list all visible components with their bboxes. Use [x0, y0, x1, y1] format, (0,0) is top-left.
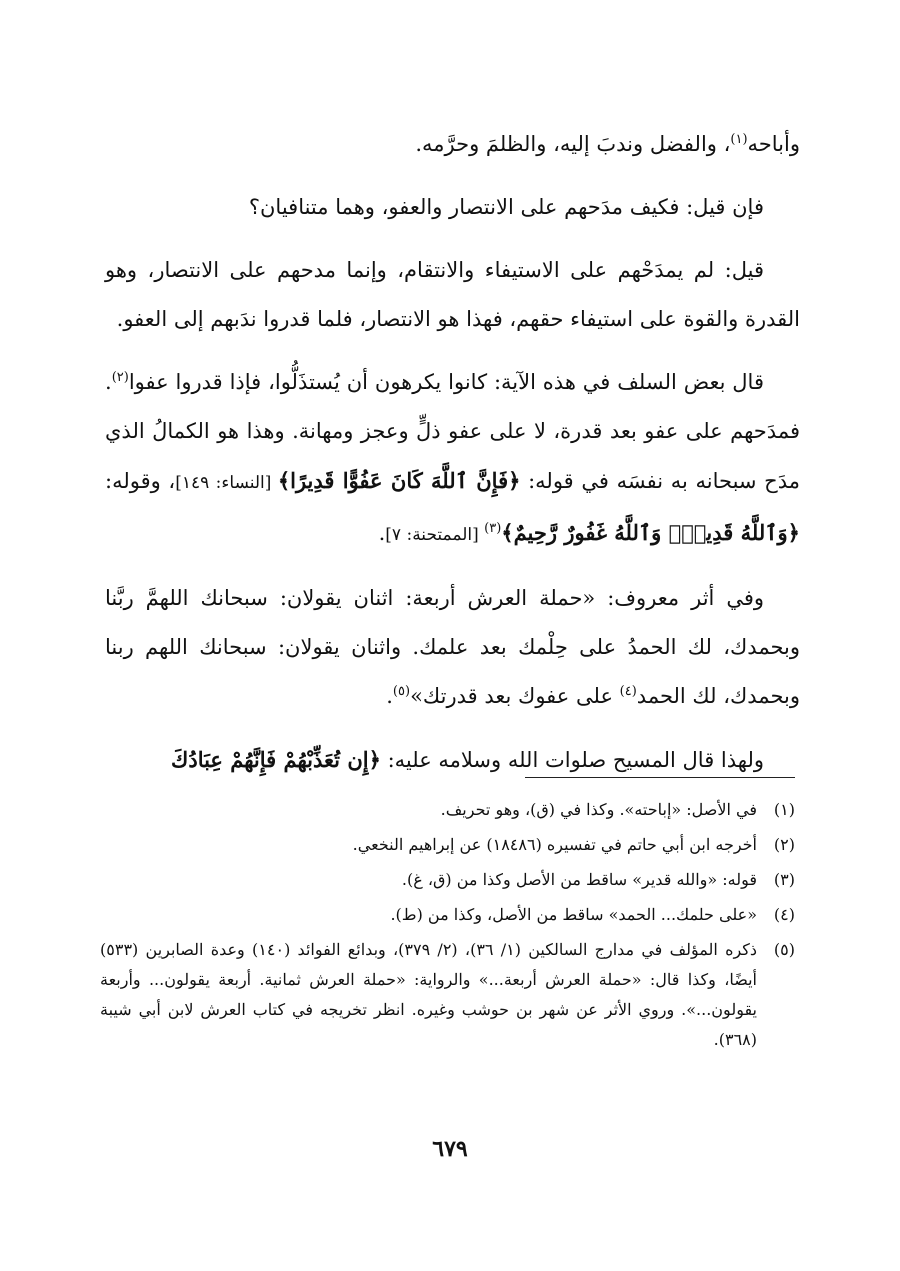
paragraph-4-text-c: ، وقوله: — [105, 469, 176, 493]
footnote-ref-5: (٥) — [392, 684, 411, 699]
paragraph-3-text: قيل: لم يمدَحْهم على الاستيفاء والانتقام، وإنما مدحهم على الانتصار، وهو القدرة والقوة على استيفاء حقهم، فهذا هو الانتصار، فلما قدروا ندَبهم إلى العفو. — [105, 258, 800, 331]
paragraph-4-text-b: . فمدَحهم على عفو بعد قدرة، لا على عفو ذلٍّ وعجز ومهانة. وهذا هو الكمالُ الذي مدَح سبحانه به نفسَه في قوله: — [105, 370, 801, 493]
footnote-5 — [100, 935, 795, 1055]
paragraph-4-text-d: . — [378, 521, 386, 545]
quran-verse-mumtahana: ﴿وَٱللَّهُ قَدِيرٌۚ وَٱللَّهُ غَفُورٌ رَّحِيمٌ﴾ — [501, 520, 800, 545]
paragraph-2-text: فإن قيل: فكيف مدَحهم على الانتصار والعفو، وهما متنافيان؟ — [248, 195, 764, 219]
page-number: ٦٧٩ — [432, 1136, 468, 1162]
footnote-1 — [100, 795, 795, 825]
footnote-3 — [100, 865, 795, 895]
verse-reference-mumtahana: [الممتحنة: ٧] — [385, 525, 485, 545]
footnote-number: (٣) — [773, 870, 795, 889]
footnotes — [100, 795, 795, 1060]
footnote-text: «على حلمك... الحمد» ساقط من الأصل، وكذا من (ط). — [390, 905, 757, 924]
quran-verse-nisa: ﴿فَإِنَّ ٱللَّهَ كَانَ عَفُوًّا قَدِيرًا﴾ — [277, 468, 521, 493]
footnote-text: أخرجه ابن أبي حاتم في تفسيره (١٨٤٨٦) عن إبراهيم النخعي. — [352, 835, 757, 854]
footnote-ref-4: (٤) — [619, 684, 637, 699]
footnote-4 — [100, 900, 795, 930]
paragraph-5 — [105, 574, 800, 721]
document-page — [105, 120, 800, 799]
footnote-text: في الأصل: «إباحته». وكذا في (ق)، وهو تحريف. — [440, 800, 757, 819]
footnote-separator — [525, 777, 795, 778]
footnote-number: (٢) — [773, 835, 795, 854]
footnote-text: قوله: «والله قدير» ساقط من الأصل وكذا من (ق، غ). — [401, 870, 757, 889]
paragraph-3 — [105, 246, 800, 344]
footnote-ref-3: (٣) — [484, 521, 502, 536]
paragraph-5-text-c: . — [386, 684, 393, 708]
footnote-number: (٥) — [773, 940, 795, 959]
paragraph-6-text: ولهذا قال المسيح صلوات الله وسلامه عليه: — [380, 748, 764, 772]
verse-reference-nisa: [النساء: ١٤٩] — [175, 473, 278, 493]
footnote-number: (١) — [773, 800, 795, 819]
paragraph-1-text-a: وأباحه — [747, 132, 800, 156]
paragraph-2 — [105, 183, 800, 232]
paragraph-1-text-b: ، والفضل وندبَ إليه، والظلمَ وحرَّمه. — [415, 132, 731, 156]
paragraph-5-text-b: على عفوك بعد قدرتك» — [410, 684, 620, 708]
footnote-2 — [100, 830, 795, 860]
paragraph-4-text-a: قال بعض السلف في هذه الآية: كانوا يكرهون أن يُستذَلُّوا، فإذا قدروا عفوا — [128, 370, 764, 394]
quran-verse-maida: ﴿إِن تُعَذِّبْهُمْ فَإِنَّهُمْ عِبَادُكَ — [171, 747, 381, 772]
footnote-ref-1: (١) — [730, 132, 748, 147]
footnote-ref-2: (٢) — [111, 370, 129, 385]
paragraph-4 — [105, 358, 800, 560]
main-text — [105, 120, 800, 785]
paragraph-5-text-a: وفي أثر معروف: «حملة العرش أربعة: اثنان يقولان: سبحانك اللهمَّ ربَّنا وبحمدك، لك الحمدُ على حِلْمك بعد علمك. واثنان يقولان: سبحانك اللهم ربنا وبحمدك، لك الحمد — [105, 586, 800, 708]
footnote-number: (٤) — [773, 905, 795, 924]
footnote-text: ذكره المؤلف في مدارج السالكين (١/ ٣٦)، (٢/ ٣٧٩)، وبدائع الفوائد (١٤٠) وعدة الصابرين (٥٣٣) أيضًا، وكذا قال: «حملة العرش أربعة...» والرواية: «حملة العرش ثمانية. أربعة يقولون... وأربعة يقولون...». وروي الأثر عن شهر بن حوشب وغيره. انظر تخريجه في كتاب العرش لابن أبي شيبة (٣٦٨). — [100, 940, 758, 1049]
paragraph-1 — [105, 120, 800, 169]
